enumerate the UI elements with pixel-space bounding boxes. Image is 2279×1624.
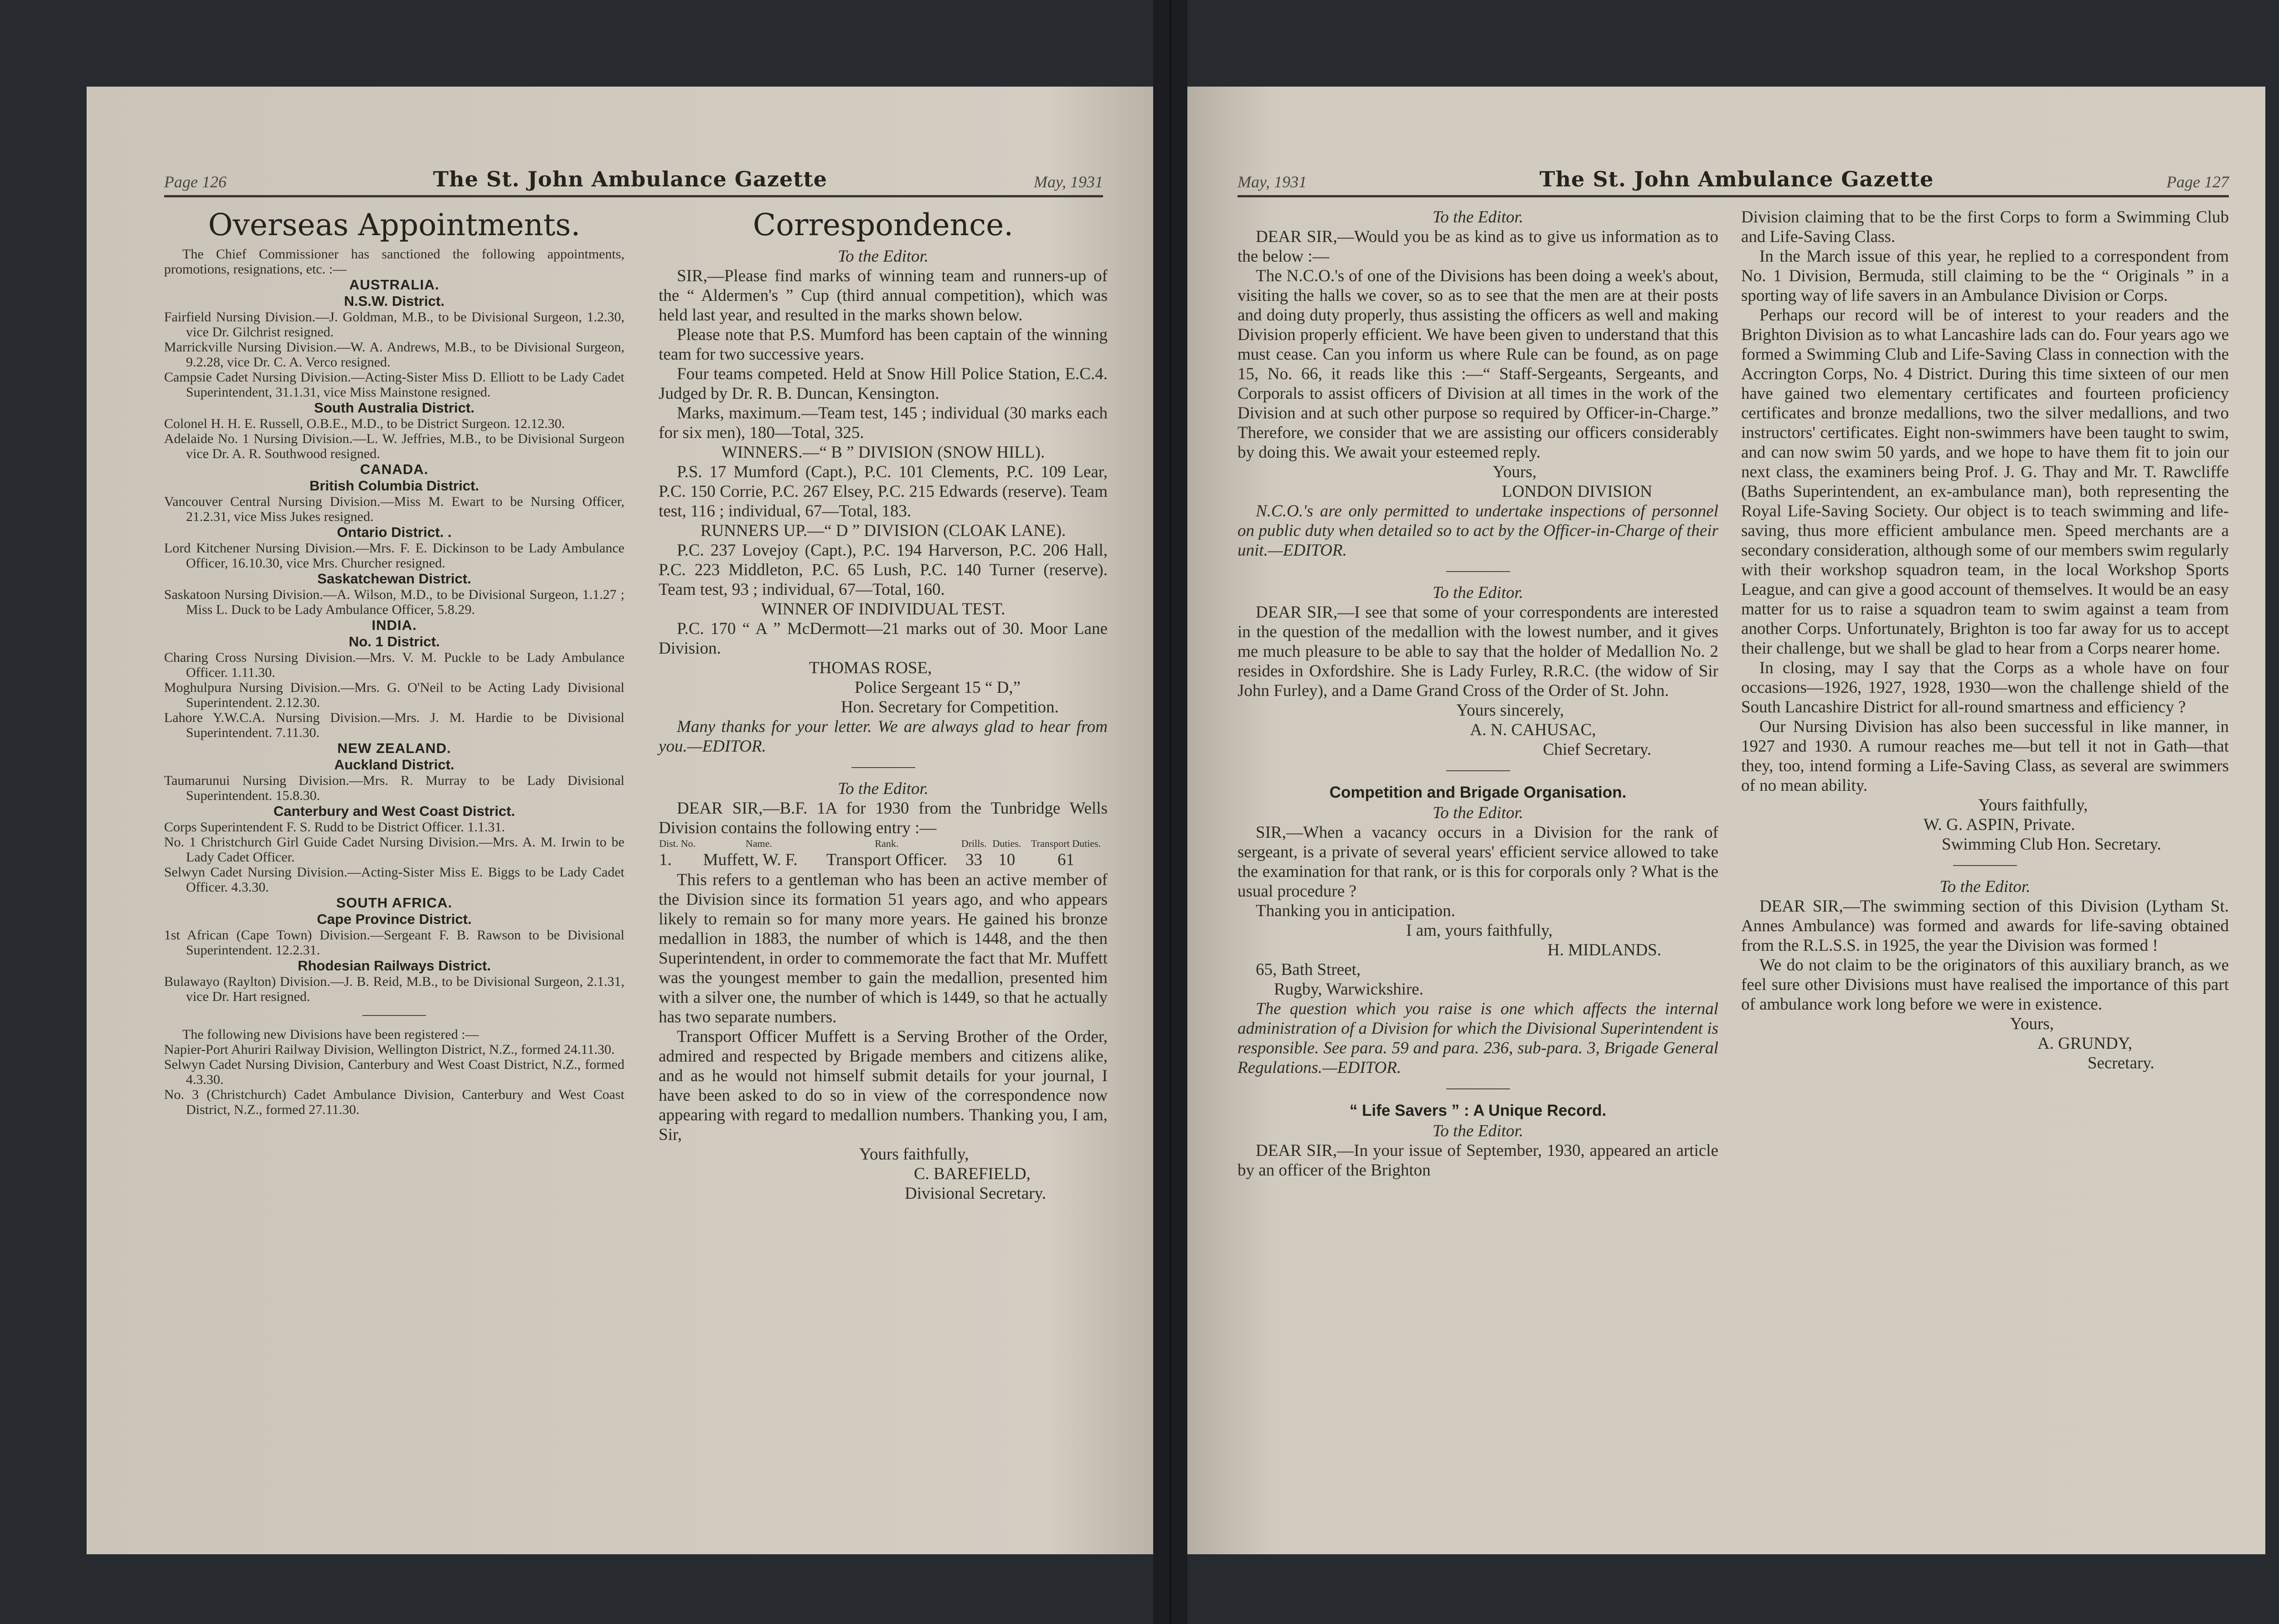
page-header: [164, 155, 1103, 197]
appointment-entry: Lord Kitchener Nursing Division.—Mrs. F. E. Dickinson to be Lady Ambulance Officer, 16.10.30, vice Mrs. Churcher resigned.: [164, 541, 624, 571]
district-heading: Auckland District.: [334, 757, 454, 773]
appointment-entry: Vancouver Central Nursing Division.—Miss M. Ewart to be Nursing Officer, 21.2.31, vice Miss Jukes resigned.: [164, 494, 624, 524]
letter-paragraph: DEAR SIR,—In your issue of September, 1930, appeared an article by an officer of the Brighton: [1237, 1141, 1718, 1180]
signature-closing: Yours,: [2010, 1015, 2054, 1033]
letter-paragraph: Division claiming that to be the first Corps to form a Swimming Club and Life-Saving Class.: [1741, 208, 2229, 246]
entry-table: [659, 838, 1108, 870]
country-heading: INDIA.: [371, 617, 417, 633]
column-header: Duties.: [992, 838, 1021, 849]
district-heading: British Columbia District.: [309, 478, 480, 494]
column-header: Drills.: [961, 838, 987, 849]
address-line: 65, Bath Street,: [1256, 960, 1361, 979]
new-division-entry: Selwyn Cadet Nursing Division, Canterbury and West Coast District, N.Z., formed 4.3.30.: [164, 1057, 624, 1087]
letter-paragraph: P.C. 170 “ A ” McDermott—21 marks out of 30. Moor Lane Division.: [659, 619, 1108, 658]
signature-closing: Yours sincerely,: [1456, 701, 1564, 720]
article-heading: Competition and Brigade Organisation.: [1329, 784, 1627, 801]
signature-closing: I am, yours faithfully,: [1406, 921, 1553, 940]
new-divisions-intro: The following new Divisions have been registered :—: [182, 1027, 479, 1042]
intro-text: The Chief Commissioner has sanctioned the following appointments, promotions, resignations, etc. :—: [164, 247, 624, 277]
letter-paragraph: Thanking you in anticipation.: [1256, 902, 1455, 920]
section-divider: [851, 767, 915, 768]
letter-paragraph: P.C. 237 Lovejoy (Capt.), P.C. 194 Harverson, P.C. 206 Hall, P.C. 223 Middleton, P.C. 65 Lush, P.C. 140 Turner (reserve). Team test, 93 ; individual, 67—Total, 160.: [659, 541, 1108, 599]
signature-closing: Yours,: [1493, 463, 1537, 481]
signature-name: LONDON DIVISION: [1502, 482, 1652, 501]
appointment-entry: Saskatoon Nursing Division.—A. Wilson, M.D., to be Divisional Surgeon, 1.1.27 ; Miss L. Duck to be Lady Ambulance Officer, 5.8.29.: [164, 587, 624, 617]
table-cell: 33: [965, 851, 983, 869]
table-cell: 61: [1057, 851, 1075, 869]
letter-paragraph: SIR,—When a vacancy occurs in a Division for the rank of sergeant, is a private of several years' efficient service allowed to take the examination for that rank, or is this for corporals only ? What is the usual procedure ?: [1237, 823, 1718, 901]
district-heading: Rhodesian Railways District.: [298, 958, 491, 974]
signature-title: Chief Secretary.: [1543, 740, 1651, 759]
editor-note: The question which you raise is one which affects the internal administration of a Division for which the Divisional Superintendent is responsible. See para. 59 and para. 236, sub-para. 3, Brigade General Regulations.—EDITOR.: [1237, 1000, 1718, 1077]
section-divider: [1953, 865, 2017, 866]
letter-heading: To the Editor.: [1432, 208, 1524, 227]
letter-heading: To the Editor.: [1939, 877, 2031, 896]
new-division-entry: Napier-Port Ahuriri Railway Division, Wellington District, N.Z., formed 24.11.30.: [164, 1042, 615, 1057]
appointment-entry: 1st African (Cape Town) Division.—Sergeant F. B. Rawson to be Divisional Superintendent. 12.2.31.: [164, 928, 624, 958]
result-heading: WINNERS.—“ B ” DIVISION (SNOW HILL).: [721, 443, 1045, 462]
section-title: Correspondence.: [753, 207, 1014, 242]
new-division-entry: No. 3 (Christchurch) Cadet Ambulance Division, Canterbury and West Coast District, N.Z., formed 27.11.30.: [164, 1087, 624, 1117]
table-cell: 1.: [659, 851, 672, 869]
article-heading: “ Life Savers ” : A Unique Record.: [1349, 1102, 1607, 1119]
country-heading: SOUTH AFRICA.: [336, 895, 453, 911]
district-heading: Canterbury and West Coast District.: [273, 803, 515, 819]
district-heading: South Australia District.: [314, 400, 474, 416]
result-heading: RUNNERS UP.—“ D ” DIVISION (CLOAK LANE).: [700, 521, 1066, 540]
issue-date: May, 1931: [1034, 173, 1103, 191]
appointment-entry: No. 1 Christchurch Girl Guide Cadet Nursing Division.—Mrs. A. M. Irwin to be Lady Cadet Officer.: [164, 835, 624, 865]
appointment-entry: Marrickville Nursing Division.—W. A. Andrews, M.B., to be Divisional Surgeon, 9.2.28, vice Dr. C. A. Verco resigned.: [164, 340, 624, 370]
letter-paragraph: This refers to a gentleman who has been an active member of the Division since its formation 51 years ago, and who appears likely to remain so for many more years. He gained his bronze medallion in 1883, the number of which is 1448, and the then Superintendent, in order to commemorate the fact that Mr. Muffett was the youngest member to gain the medallion, presented him with a silver one, the number of which is 1449, so that he actually has two separate numbers.: [659, 871, 1108, 1026]
letter-paragraph: Perhaps our record will be of interest to your readers and the Brighton Division as to what Lancashire lads can do. Four years ago we formed a Swimming Club and Life-Saving Class in connection with the Accrington Corps, No. 4 District. During this time sixteen of our men have gained two elementary certificates and fourteen proficiency certificates and bronze medallions, two the silver medallions, and two instructors' certificates. Eight non-swimmers have been taught to swim, and can now swim 50 yards, and we hope to have them fit to join our next class, the examiners being Prof. J. G. Thay and Mr. T. Rawcliffe (Baths Superintendent, an ex-ambulance man), both representing the Royal Life-Saving Society. Our object is to teach swimming and life-saving, thus more efficient ambulance men. Speed merchants are a secondary consideration, although some of our members swim regularly with their workshop squadron team, in the local Workshop Sports League, and can give a good account of themselves. It would be an easy matter for us to raise a squadron team to swim against a team from another Corps. Unfortunately, Brighton is too far away for us to accept their challenge, but we shall be glad to hear from a Corps nearer home.: [1741, 306, 2229, 658]
signature-closing: Yours faithfully,: [859, 1145, 969, 1164]
page-number: Page 127: [2166, 173, 2229, 191]
letter-paragraph: Our Nursing Division has also been successful in like manner, in 1927 and 1930. A rumour reaches me—but tell it not in Gath—that they, too, intend forming a Life-Saving Class, as several are swimmers of no mean ability.: [1741, 717, 2229, 795]
table-header-row: [659, 838, 1108, 850]
section-title: Overseas Appointments.: [208, 207, 581, 242]
column-header: Transport Duties.: [1031, 838, 1101, 849]
table-cell: 10: [998, 851, 1016, 869]
overseas-appointments-column: [164, 207, 624, 1117]
signature-name: THOMAS ROSE,: [809, 659, 932, 677]
gutter-shadow: [1170, 0, 1171, 1624]
appointment-entry: Charing Cross Nursing Division.—Mrs. V. M. Puckle to be Lady Ambulance Officer. 1.11.30.: [164, 650, 624, 680]
column-header: Rank.: [875, 838, 899, 849]
letters-column-1: [1237, 207, 1718, 1180]
signature-name: A. GRUNDY,: [2037, 1034, 2132, 1053]
letter-paragraph: We do not claim to be the originators of this auxiliary branch, as we feel sure other Divisions must have realised the importance of this part of ambulance work long before we were in existence.: [1741, 956, 2229, 1014]
letter-paragraph: Marks, maximum.—Team test, 145 ; individual (30 marks each for six men), 180—Total, 325.: [659, 404, 1108, 442]
appointment-entry: Bulawayo (Raylton) Division.—J. B. Reid, M.B., to be Divisional Surgeon, 2.1.31, vice Dr. Hart resigned.: [164, 974, 624, 1004]
letter-paragraph: DEAR SIR,—I see that some of your correspondents are interested in the question of the medallion with the lowest number, and it gives me much pleasure to be able to say that the holder of Medallion No. 2 resides in Oxfordshire. She is Lady Furley, R.R.C. (the widow of Sir John Furley), and a Dame Grand Cross of the Order of St. John.: [1237, 603, 1718, 700]
letter-paragraph: Transport Officer Muffett is a Serving Brother of the Order, admired and respected by Brigade members and citizens alike, and as he would not himself submit details for your journal, I have been asked to do so in view of the correspondence now appearing with regard to medallion numbers. Thanking you, I am, Sir,: [659, 1027, 1108, 1144]
letter-paragraph: Four teams competed. Held at Snow Hill Police Station, E.C.4. Judged by Dr. R. B. Duncan, Kensington.: [659, 365, 1108, 403]
signature-title: Secretary.: [2088, 1054, 2155, 1072]
signature-title: Divisional Secretary.: [905, 1184, 1046, 1203]
appointment-entry: Moghulpura Nursing Division.—Mrs. G. O'Neil to be Acting Lady Divisional Superintendent. 2.12.30.: [164, 680, 624, 710]
letter-paragraph: In the March issue of this year, he replied to a correspondent from No. 1 Division, Bermuda, still claiming to be the “ Originals ” in a sporting way of life savers in an Ambulance Division or Corps.: [1741, 247, 2229, 305]
country-heading: AUSTRALIA.: [349, 277, 439, 293]
editor-note: N.C.O.'s are only permitted to undertake inspections of personnel on public duty when detailed so to act by the Officer-in-Charge of their unit.—EDITOR.: [1237, 502, 1718, 560]
letter-paragraph: SIR,—Please find marks of winning team and runners-up of the “ Aldermen's ” Cup (third annual competition), which was held last year, and resulted in the marks shown below.: [659, 267, 1108, 325]
signature-title: Swimming Club Hon. Secretary.: [1942, 835, 2161, 854]
appointment-entry: Corps Superintendent F. S. Rudd to be District Officer. 1.1.31.: [164, 820, 505, 835]
right-page: [1187, 87, 2265, 1554]
signature-title: Hon. Secretary for Competition.: [841, 698, 1059, 717]
editor-note: Many thanks for your letter. We are always glad to hear from you.—EDITOR.: [659, 717, 1108, 756]
result-heading: WINNER OF INDIVIDUAL TEST.: [761, 600, 1005, 619]
section-divider: [1446, 770, 1510, 771]
country-heading: CANADA.: [360, 461, 428, 477]
column-header: Dist. No.: [659, 838, 696, 849]
district-heading: Saskatchewan District.: [317, 571, 471, 587]
signature-name: C. BAREFIELD,: [914, 1165, 1031, 1183]
letter-paragraph: The N.C.O.'s of one of the Divisions has been doing a week's about, visiting the halls we cover, so as to see that the men are at their posts and doing duty properly, thus assisting the officers as well and making Division properly efficient. We have been given to understand that this must cease. Can you inform us where Rule can be found, as on page 15, No. 66, it reads like this :—“ Staff-Sergeants, Sergeants, and Corporals to assist officers of Division at all times in the work of the Division and at such other purpose so required by Officer-in-Charge.” Therefore, we consider that we are assisting our officers considerably by doing this. We await your esteemed reply.: [1237, 267, 1718, 462]
appointment-entry: Selwyn Cadet Nursing Division.—Acting-Sister Miss E. Biggs to be Lady Cadet Officer. 4.3.30.: [164, 865, 624, 895]
table-row: [659, 850, 1108, 870]
letter-heading: To the Editor.: [837, 779, 929, 798]
appointment-entry: Lahore Y.W.C.A. Nursing Division.—Mrs. J. M. Hardie to be Divisional Superintendent. 7.11.30.: [164, 710, 624, 740]
section-divider: [1446, 571, 1510, 572]
district-heading: No. 1 District.: [349, 634, 440, 650]
letter-paragraph: DEAR SIR,—The swimming section of this Division (Lytham St. Annes Ambulance) was formed and awards for life-saving obtained from the R.L.S.S. in 1925, the year the Division was formed !: [1741, 897, 2229, 955]
letter-paragraph: Please note that P.S. Mumford has been captain of the winning team for two successive years.: [659, 325, 1108, 364]
page-header: [1237, 155, 2229, 197]
district-heading: N.S.W. District.: [344, 293, 445, 309]
journal-title: The St. John Ambulance Gazette: [433, 167, 827, 191]
table-cell: Muffett, W. F.: [703, 851, 798, 869]
issue-date: May, 1931: [1237, 173, 1307, 191]
letter-paragraph: In closing, may I say that the Corps as a whole have on four occasions—1926, 1927, 1928, 1930—won the challenge shield of the South Lancashire District for all-round smartness and efficiency ?: [1741, 659, 2229, 717]
signature-name: A. N. CAHUSAC,: [1470, 721, 1596, 739]
signature-rank: Police Sergeant 15 “ D,”: [855, 678, 1021, 697]
address-line: Rugby, Warwickshire.: [1274, 980, 1423, 999]
appointment-entry: Taumarunui Nursing Division.—Mrs. R. Murray to be Lady Divisional Superintendent. 15.8.30.: [164, 773, 624, 803]
letter-paragraph: DEAR SIR,—Would you be as kind as to give us information as to the below :—: [1237, 227, 1718, 266]
appointment-entry: Colonel H. H. E. Russell, O.B.E., M.D., to be District Surgeon. 12.12.30.: [164, 416, 565, 431]
left-page: [87, 87, 1153, 1554]
table-cell: Transport Officer.: [826, 851, 947, 869]
letter-heading: To the Editor.: [1432, 1122, 1524, 1140]
country-heading: NEW ZEALAND.: [337, 740, 451, 756]
letters-column-2: [1741, 207, 2229, 1073]
district-heading: Ontario District. .: [337, 524, 452, 540]
signature-closing: Yours faithfully,: [1978, 796, 2088, 815]
signature-name: W. G. ASPIN, Private.: [1923, 815, 2075, 834]
appointment-entry: Campsie Cadet Nursing Division.—Acting-Sister Miss D. Elliott to be Lady Cadet Superintendent, 31.1.31, vice Miss Mainstone resigned.: [164, 370, 624, 400]
journal-title: The St. John Ambulance Gazette: [1539, 167, 1934, 191]
letter-heading: To the Editor.: [1432, 583, 1524, 602]
letter-paragraph: DEAR SIR,—B.F. 1A for 1930 from the Tunbridge Wells Division contains the following entry :—: [659, 799, 1108, 837]
column-header: Name.: [745, 838, 772, 849]
letter-heading: To the Editor.: [1432, 804, 1524, 822]
signature-name: H. MIDLANDS.: [1547, 941, 1661, 959]
page-number: Page 126: [164, 173, 227, 191]
section-divider: [1446, 1088, 1510, 1089]
district-heading: Cape Province District.: [317, 911, 472, 927]
letter-heading: To the Editor.: [837, 247, 929, 266]
letter-paragraph: P.S. 17 Mumford (Capt.), P.C. 101 Clements, P.C. 109 Lear, P.C. 150 Corrie, P.C. 267 Elsey, P.C. 215 Edwards (reserve). Team test, 116 ; individual, 67—Total, 183.: [659, 463, 1108, 521]
correspondence-column: [659, 207, 1108, 1203]
appointment-entry: Fairfield Nursing Division.—J. Goldman, M.B., to be Divisional Surgeon, 1.2.30, vice Dr. Gilchrist resigned.: [164, 309, 624, 340]
appointment-entry: Adelaide No. 1 Nursing Division.—L. W. Jeffries, M.B., to be Divisional Surgeon vice Dr. A. R. Southwood resigned.: [164, 431, 624, 461]
section-divider: [362, 1015, 426, 1016]
